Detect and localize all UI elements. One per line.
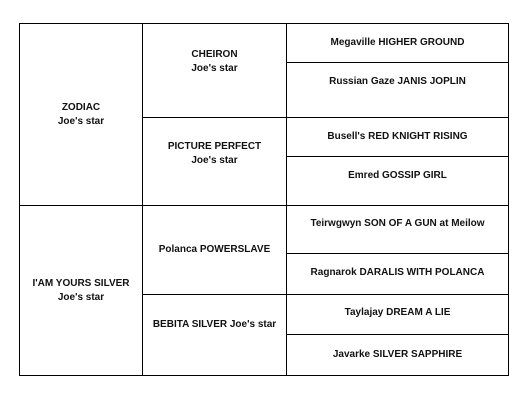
sire-sire-owner: Joe's star (191, 63, 238, 74)
pedigree-table (19, 23, 509, 376)
dam-owner: Joe's star (57, 291, 105, 303)
dam-sire-cell (143, 206, 286, 294)
dam-name: I'AM YOURS SILVER (32, 277, 130, 289)
dam-dam-label: BEBITA SILVER Joe's star (152, 319, 277, 330)
sire-cell (20, 24, 142, 205)
great-grandparent-name: Javarke SILVER SAPPHIRE (332, 349, 463, 360)
sire-dam-owner: Joe's star (191, 155, 238, 166)
great-grandparent-cell (287, 206, 508, 253)
great-grandparent-cell (287, 24, 508, 62)
great-grandparent-name: Teirwgwyn SON OF A GUN at Meilow (310, 218, 485, 229)
sire-dam-name: PICTURE PERFECT (167, 141, 262, 152)
great-grandparent-name: Ragnarok DARALIS WITH POLANCA (310, 267, 485, 278)
great-grandparent-name: Busell's RED KNIGHT RISING (327, 131, 468, 142)
great-grandparent-cell (287, 335, 508, 375)
great-grandparent-cell (287, 63, 508, 117)
sire-name: ZODIAC (61, 101, 101, 113)
sire-sire-cell (143, 24, 286, 117)
great-grandparent-cell (287, 295, 508, 334)
dam-cell (20, 206, 142, 375)
dam-dam-cell (143, 295, 286, 375)
great-grandparent-cell (287, 157, 508, 205)
great-grandparent-cell (287, 118, 508, 156)
dam-sire-label: Polanca POWERSLAVE (158, 244, 271, 255)
great-grandparent-cell (287, 254, 508, 294)
great-grandparent-name: Taylajay DREAM A LIE (344, 307, 451, 318)
sire-owner: Joe's star (57, 115, 105, 127)
great-grandparent-name: Russian Gaze JANIS JOPLIN (329, 76, 466, 87)
great-grandparent-name: Emred GOSSIP GIRL (348, 170, 447, 181)
great-grandparent-name: Megaville HIGHER GROUND (330, 37, 465, 48)
sire-dam-cell (143, 118, 286, 205)
sire-sire-name: CHEIRON (191, 49, 238, 60)
